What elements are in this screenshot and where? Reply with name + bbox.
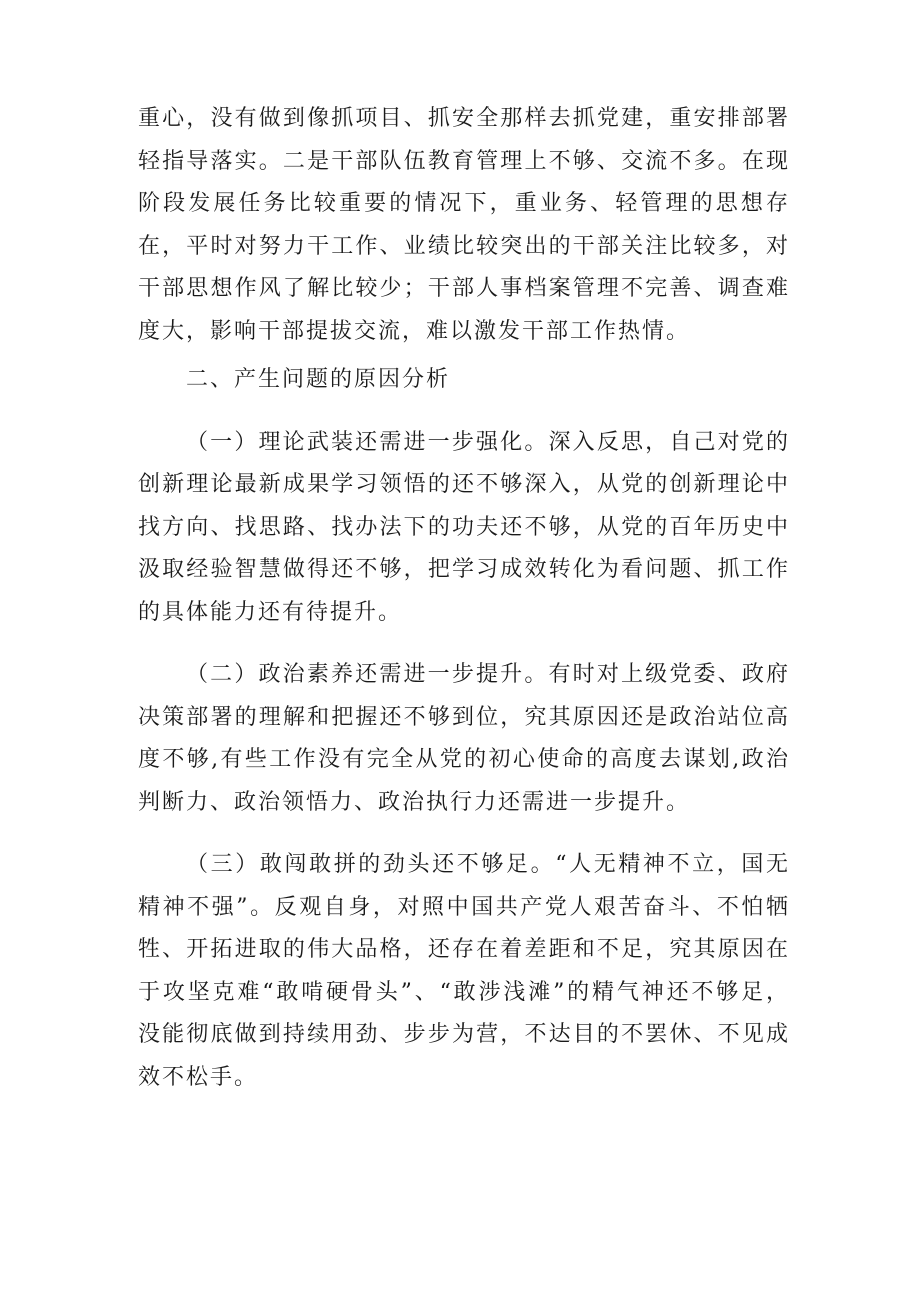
paragraph-theory-armament: （一）理论武装还需进一步强化。深入反思，自己对党的创新理论最新成果学习领悟的还不够深入，从党的创新理论中找方向、找思路、找办法下的功夫还不够，从党的百年历史中汲取经验智慧做得还不够，把学习成效转化为看问题、抓工作的具体能力还有待提升。 [138, 429, 790, 625]
paragraph-continuation: 重心，没有做到像抓项目、抓安全那样去抓党建，重安排部署轻指导落实。二是干部队伍教育管理上不够、交流不多。在现阶段发展任务比较重要的情况下，重业务、轻管理的思想存在，平时对努力干工作、业绩比较突出的干部关注比较多，对干部思想作风了解比较少；干部人事档案管理不完善、调查难度大，影响干部提拔交流，难以激发干部工作热情。 [138, 106, 790, 344]
document-body [138, 98, 790, 1099]
paragraph-political-literacy: （二）政治素养还需进一步提升。有时对上级党委、政府决策部署的理解和把握还不够到位，究其原因还是政治站位高度不够,有些工作没有完全从党的初心使命的高度去谋划,政治判断力、政治领悟力、政治执行力还需进一步提升。 [138, 662, 790, 815]
section-heading-cause-analysis: 二、产生问题的原因分析 [186, 367, 451, 392]
paragraph-fighting-spirit: （三）敢闯敢拼的劲头还不够足。“人无精神不立，国无精神不强”。反观自身，对照中国共产党人艰苦奋斗、不怕牺牲、开拓进取的伟大品格，还存在着差距和不足，究其原因在于攻坚克难“敢啃硬骨头”、“敢涉浅滩”的精气神还不够足，没能彻底做到持续用劲、步步为营，不达目的不罢休、不见成效不松手。 [138, 852, 790, 1090]
